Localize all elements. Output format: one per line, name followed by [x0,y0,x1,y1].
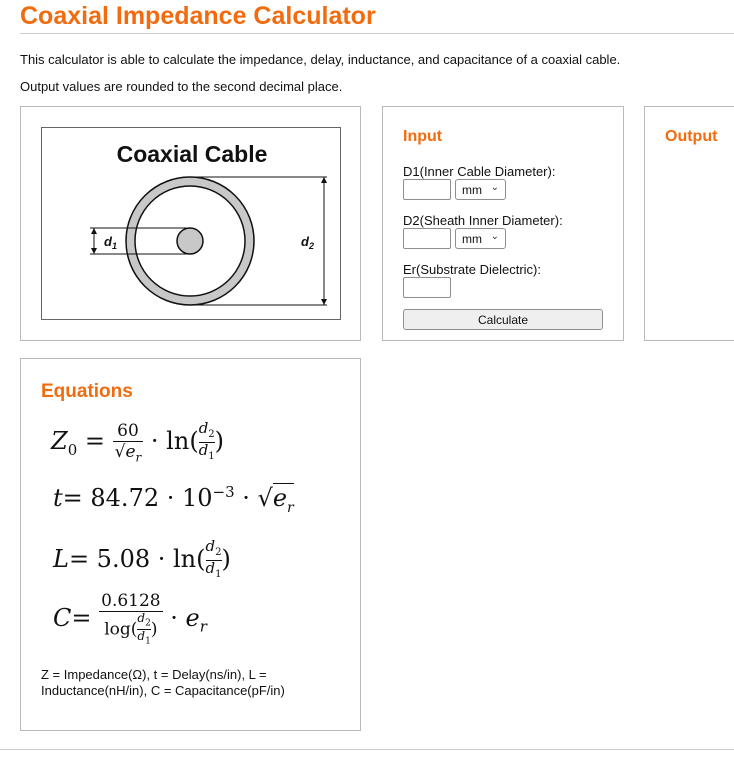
d2-field-label: D2(Sheath Inner Diameter): [403,213,563,228]
coaxial-diagram [41,127,341,320]
intro-text-line1: This calculator is able to calculate the impedance, delay, inductance, and capacitance of a coaxial cable. [20,52,621,67]
input-panel [382,106,624,341]
equations-legend: Z = Impedance(Ω), t = Delay(ns/in), L = Inductance(nH/in), C = Capacitance(pF/in) [41,667,285,698]
page-title: Coaxial Impedance Calculator [20,2,376,30]
equation-impedance: $Z_0$ = $\frac{60}{√e_r}$ · ln( $\frac{d_2}{d_1}$ ) [51,419,225,465]
inner-conductor-circle [177,228,203,254]
bottom-divider [0,749,734,750]
d2-unit-value: mm [462,232,482,246]
d1-input[interactable] [403,179,451,200]
chevron-down-icon: ⌄ [490,182,499,193]
d1-unit-select[interactable] [455,179,506,200]
input-heading: Input [403,128,443,145]
d1-field-label: D1(Inner Cable Diameter): [403,164,556,179]
d2-label: $d_2$ [301,234,314,251]
output-heading: Output [665,128,718,145]
d1-unit-value: mm [462,183,482,197]
diagram-panel [20,106,361,341]
chevron-down-icon: ⌄ [490,231,499,242]
calculate-button[interactable]: Calculate [403,309,603,330]
d2-input[interactable] [403,228,451,249]
d1-label: $d_1$ [104,234,117,251]
er-field-label: Er(Substrate Dielectric): [403,262,541,277]
equations-panel [20,358,361,731]
title-divider [20,33,734,34]
equations-heading: Equations [41,381,133,402]
diagram-title: Coaxial Cable [116,141,268,167]
intro-text-line2: Output values are rounded to the second decimal place. [20,79,343,94]
equation-delay: $t= 84.72 \cdot 10^{-3} \cdot √e_r$ [53,483,294,516]
equation-capacitance: C= 0.6128 log( $\frac{d_2}{d_1}$ ) · $e_r$ [53,591,207,647]
er-input[interactable] [403,277,451,298]
output-panel [644,106,734,341]
equation-inductance: L= 5.08 · ln( $\frac{d_2}{d_1}$ ) [53,537,231,580]
d2-unit-select[interactable] [455,228,506,249]
